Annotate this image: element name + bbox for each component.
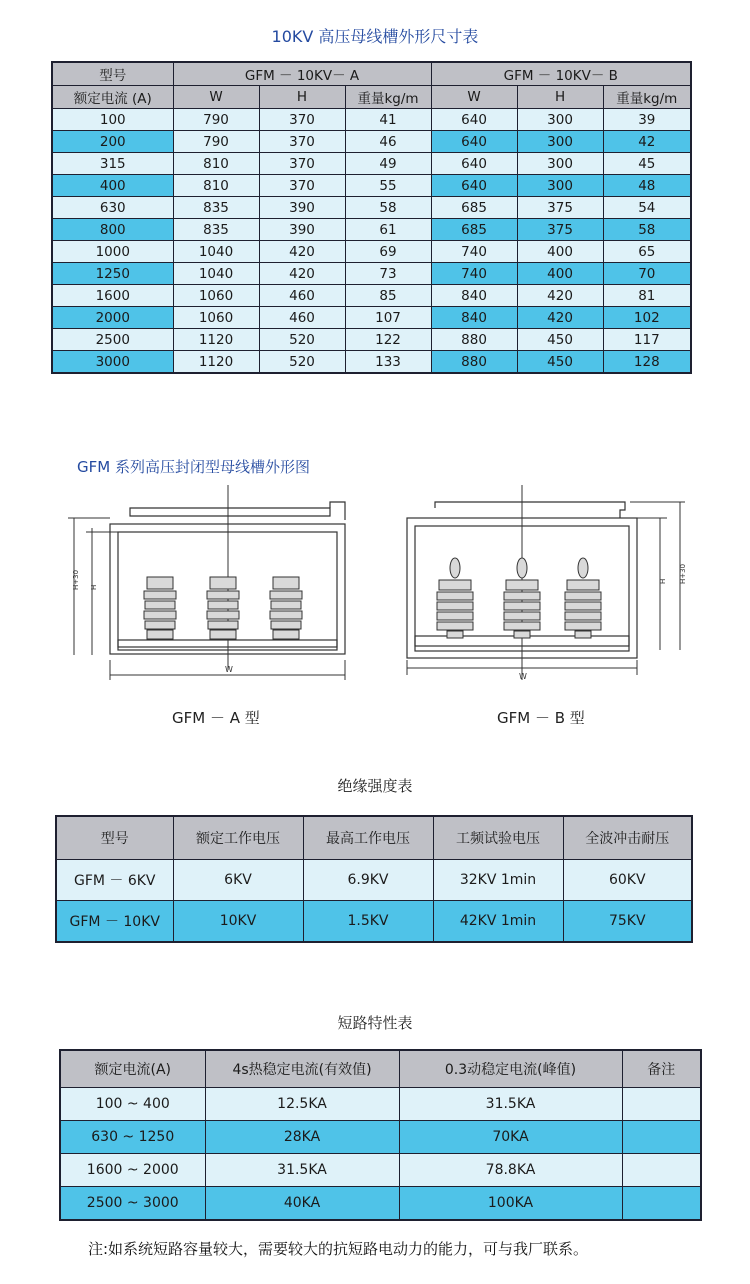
table-cell: 840 [431,285,517,307]
col-rated: 额定电流 (A) [52,86,173,109]
table-cell: 420 [517,285,603,307]
caption-gfm-a: GFM － A 型 [172,709,260,727]
insulation-table-title: 绝缘强度表 [337,777,413,795]
table-cell: 370 [259,153,345,175]
gfm-a-diagram [60,480,360,695]
column-header: 4s热稳定电流(有效值) [205,1050,399,1088]
table-cell: 70KA [399,1121,622,1154]
short-circuit-table [59,1049,702,1221]
column-header: 备注 [622,1050,701,1088]
table-cell: 300 [517,131,603,153]
table-cell: 460 [259,307,345,329]
table-cell: 58 [603,219,691,241]
table-cell: 520 [259,351,345,374]
table-cell: 1060 [173,285,259,307]
table-cell: 375 [517,197,603,219]
group-b-header: GFM － 10KV－ B [431,62,691,86]
table-cell: 60KV [563,860,692,901]
table-cell: 300 [517,109,603,131]
table-cell: 1120 [173,351,259,374]
table-row [52,285,691,307]
table-cell: 370 [259,109,345,131]
table-cell: 810 [173,153,259,175]
caption-gfm-b: GFM － B 型 [497,709,585,727]
table-cell: 460 [259,285,345,307]
table-cell: 420 [517,307,603,329]
table-cell: 39 [603,109,691,131]
table-cell: 117 [603,329,691,351]
table-row [52,329,691,351]
table-row [52,241,691,263]
table-cell: 520 [259,329,345,351]
table-cell: 100 ~ 400 [60,1088,205,1121]
label-w-a: W [225,665,233,674]
table-cell: 2500 ~ 3000 [60,1187,205,1221]
table-cell: 100 [52,109,173,131]
table-cell [622,1088,701,1121]
label-h30-a: H+30 [72,569,80,590]
table-cell: 1600 ~ 2000 [60,1154,205,1187]
footnote: 注:如系统短路容量较大，需要较大的抗短路电动力的能力，可与我厂联系。 [88,1240,589,1258]
label-h30-b: H+30 [679,563,687,584]
column-header: 最高工作电压 [303,816,433,860]
table-cell: 2000 [52,307,173,329]
short-circuit-table-title: 短路特性表 [337,1014,413,1032]
table-cell: 740 [431,241,517,263]
table-cell: 375 [517,219,603,241]
table-cell: 630 ~ 1250 [60,1121,205,1154]
table-cell: 685 [431,197,517,219]
table-cell [622,1154,701,1187]
column-header: 额定电流(A) [60,1050,205,1088]
table-cell: 70 [603,263,691,285]
table-cell: 41 [345,109,431,131]
table-cell: 100KA [399,1187,622,1221]
table-cell: 400 [517,263,603,285]
table-cell: 450 [517,351,603,374]
table-cell: 122 [345,329,431,351]
table-row [52,351,691,374]
table-row [60,1187,701,1221]
table-cell: 300 [517,175,603,197]
table-cell: 640 [431,131,517,153]
col-weight-a: 重量kg/m [345,86,431,109]
table-cell: 1000 [52,241,173,263]
col-w-a: W [173,86,259,109]
table-cell: 31.5KA [399,1088,622,1121]
table-cell: 840 [431,307,517,329]
table-cell: 46 [345,131,431,153]
table-cell: 102 [603,307,691,329]
table-cell: 73 [345,263,431,285]
table-cell: 69 [345,241,431,263]
table-cell: 640 [431,175,517,197]
table-cell: 31.5KA [205,1154,399,1187]
label-h-b: H [659,578,667,584]
table-cell: GFM － 6KV [56,860,173,901]
table-row [52,307,691,329]
table-cell: 300 [517,153,603,175]
table-cell: 48 [603,175,691,197]
col-h-b: H [517,86,603,109]
table-row [60,1121,701,1154]
table-row [56,860,692,901]
table-row [60,1154,701,1187]
table-cell: 1600 [52,285,173,307]
table-cell: 880 [431,329,517,351]
dims-table [51,61,692,374]
table-cell: 790 [173,131,259,153]
table-row [52,263,691,285]
diagram-title: GFM 系列高压封闭型母线槽外形图 [77,458,310,476]
column-header: 额定工作电压 [173,816,303,860]
table-cell [622,1187,701,1221]
table-cell: 1060 [173,307,259,329]
table-cell: 640 [431,109,517,131]
table-cell: 685 [431,219,517,241]
table-cell: 42 [603,131,691,153]
table-cell: 420 [259,263,345,285]
group-a-header: GFM － 10KV－ A [173,62,431,86]
label-w-b: W [519,672,527,681]
table-cell: 28KA [205,1121,399,1154]
table-cell: 42KV 1min [433,901,563,943]
table-row [52,109,691,131]
table-cell: 3000 [52,351,173,374]
table-cell: 78.8KA [399,1154,622,1187]
table-cell: 810 [173,175,259,197]
table-cell: 6.9KV [303,860,433,901]
table-cell: 370 [259,131,345,153]
table-cell: 55 [345,175,431,197]
table-cell: 1120 [173,329,259,351]
insulation-table [55,815,693,943]
table-cell: 835 [173,219,259,241]
table-cell: 640 [431,153,517,175]
table-cell: 1040 [173,241,259,263]
table-cell: 54 [603,197,691,219]
gfm-b-diagram [395,480,695,690]
table-cell: 315 [52,153,173,175]
table-cell: 6KV [173,860,303,901]
table-row [52,153,691,175]
label-h-a: H [90,584,98,590]
table-cell: 40KA [205,1187,399,1221]
table-row [52,175,691,197]
table-row [52,219,691,241]
column-header: 全波冲击耐压 [563,816,692,860]
table-cell: 400 [52,175,173,197]
table-cell: 390 [259,219,345,241]
table-cell: 85 [345,285,431,307]
table-cell: 1.5KV [303,901,433,943]
dims-table-title: 10KV 高压母线槽外形尺寸表 [271,27,479,46]
table-cell: 107 [345,307,431,329]
col-weight-b: 重量kg/m [603,86,691,109]
column-header: 工频试验电压 [433,816,563,860]
table-row [60,1088,701,1121]
table-cell: 49 [345,153,431,175]
table-cell: 75KV [563,901,692,943]
table-cell: 740 [431,263,517,285]
table-cell: 790 [173,109,259,131]
table-cell: 58 [345,197,431,219]
column-header: 0.3动稳定电流(峰值) [399,1050,622,1088]
table-cell: 370 [259,175,345,197]
table-cell: GFM － 10KV [56,901,173,943]
table-cell: 800 [52,219,173,241]
table-cell: 400 [517,241,603,263]
table-cell: 81 [603,285,691,307]
table-cell: 65 [603,241,691,263]
table-cell: 390 [259,197,345,219]
table-cell: 420 [259,241,345,263]
table-row [56,901,692,943]
table-cell: 880 [431,351,517,374]
table-cell: 2500 [52,329,173,351]
table-cell: 128 [603,351,691,374]
table-cell: 200 [52,131,173,153]
table-cell: 12.5KA [205,1088,399,1121]
column-header: 型号 [56,816,173,860]
table-cell: 450 [517,329,603,351]
table-cell [622,1121,701,1154]
table-cell: 835 [173,197,259,219]
table-cell: 32KV 1min [433,860,563,901]
col-model: 型号 [52,62,173,86]
table-cell: 61 [345,219,431,241]
table-cell: 10KV [173,901,303,943]
col-h-a: H [259,86,345,109]
table-cell: 133 [345,351,431,374]
table-row [52,197,691,219]
table-row [52,131,691,153]
table-cell: 1250 [52,263,173,285]
table-cell: 45 [603,153,691,175]
table-cell: 1040 [173,263,259,285]
table-cell: 630 [52,197,173,219]
col-w-b: W [431,86,517,109]
